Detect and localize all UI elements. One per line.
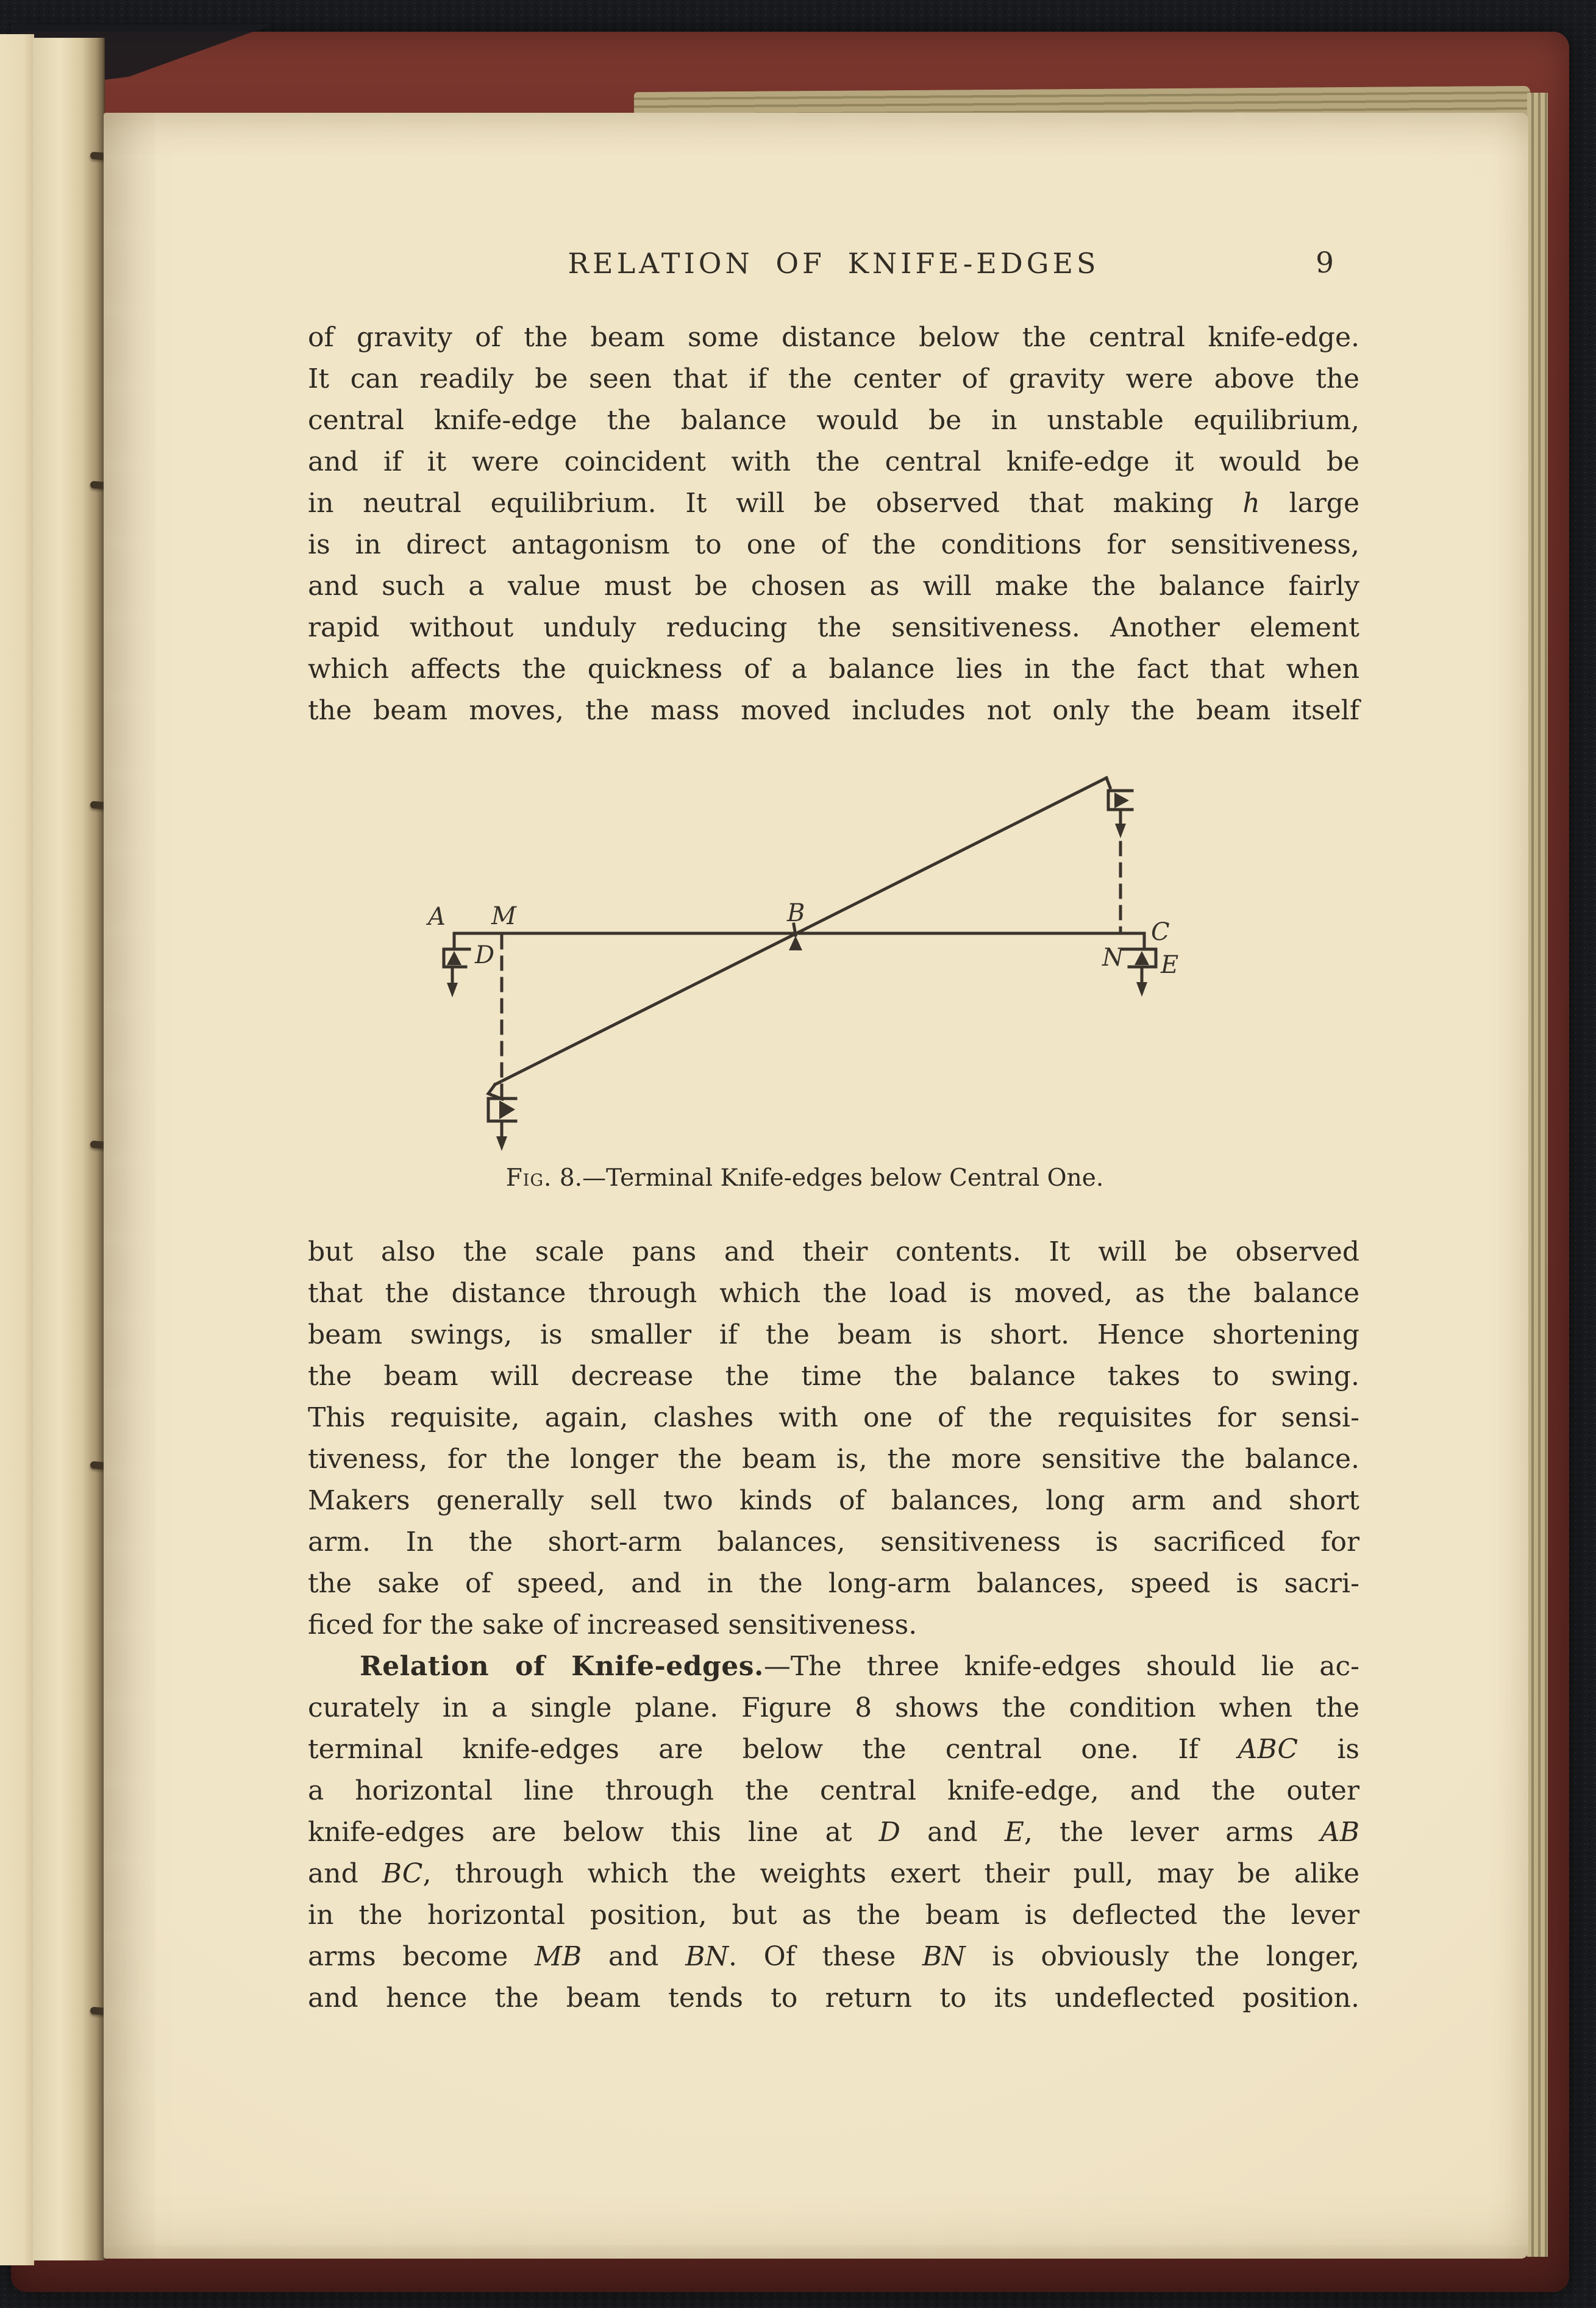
figure-caption-number: 8. bbox=[559, 1164, 583, 1192]
knife-edge-blade-upper bbox=[1114, 792, 1129, 808]
knife-edge-blade-d bbox=[447, 951, 461, 965]
figure-8 bbox=[408, 769, 1201, 1163]
deflected-beam-tip bbox=[1106, 778, 1110, 788]
text-line: ficed for the sake of increased sensitiveness. bbox=[308, 1609, 917, 1640]
figure-label-m: M bbox=[491, 902, 516, 930]
text-line: central knife-edge the balance would be in unstable equilibrium, bbox=[308, 405, 1359, 436]
text-line: rapid without unduly reducing the sensitiveness. Another element bbox=[308, 612, 1359, 643]
figure-caption-text: —Terminal Knife-edges below Central One. bbox=[582, 1164, 1104, 1192]
figure-label-a: A bbox=[428, 903, 446, 931]
page-edges-right bbox=[1527, 93, 1548, 2257]
binding-gutter bbox=[33, 38, 105, 2260]
text-line: a horizontal line through the central knife-edge, and the outer bbox=[308, 1775, 1359, 1806]
text-line: which affects the quickness of a balance lies in the fact that when bbox=[308, 654, 1359, 685]
text-line: that the distance through which the load is moved, as the balance bbox=[308, 1278, 1359, 1309]
page-number: 9 bbox=[1316, 246, 1334, 280]
text-line: and if it were coincident with the central knife-edge it would be bbox=[308, 446, 1359, 477]
figure-label-c: C bbox=[1151, 918, 1170, 946]
paragraph-3 bbox=[308, 1646, 1359, 2019]
text-line: knife-edges are below this line at D and E, the lever arms AB bbox=[308, 1817, 1359, 1848]
text-line: Relation of Knife-edges.—The three knife-edges should lie ac- bbox=[360, 1651, 1359, 1682]
text-line: is in direct antagonism to one of the conditions for sensitiveness, bbox=[308, 529, 1359, 560]
text-line: in neutral equilibrium. It will be observed that making h large bbox=[308, 488, 1360, 519]
text-line: and such a value must be chosen as will make the balance fairly bbox=[308, 571, 1359, 602]
weight-arrowhead-e bbox=[1136, 982, 1147, 997]
figure-label-e: E bbox=[1161, 951, 1179, 979]
text-line: tiveness, for the longer the beam is, the more sensitive the balance. bbox=[308, 1444, 1359, 1475]
figure-label-b: B bbox=[787, 899, 805, 927]
text-line: and BC, through which the weights exert their pull, may be alike bbox=[308, 1858, 1359, 1889]
text-line: but also the scale pans and their contents. It will be observed bbox=[308, 1236, 1359, 1267]
text-line: of gravity of the beam some distance below the central knife-edge. bbox=[308, 322, 1359, 353]
book-page bbox=[104, 113, 1528, 2259]
text-line: and hence the beam tends to return to its undeflected position. bbox=[308, 1982, 1359, 2014]
weight-arrowhead-upper bbox=[1115, 824, 1126, 838]
figure-8-diagram bbox=[408, 769, 1201, 1163]
figure-label-n: N bbox=[1102, 944, 1124, 972]
central-fulcrum-b bbox=[789, 936, 802, 950]
figure-caption bbox=[408, 1163, 1201, 1194]
text-line: arms become MB and BN. Of these BN is obviously the longer, bbox=[308, 1941, 1359, 1972]
text-line: in the horizontal position, but as the beam is deflected the lever bbox=[308, 1900, 1359, 1931]
figure-caption-prefix: Fig. bbox=[505, 1164, 552, 1192]
text-line: terminal knife-edges are below the central one. If ABC is bbox=[308, 1734, 1360, 1765]
text-line: the beam moves, the mass moved includes not only the beam itself bbox=[308, 695, 1359, 726]
text-line: This requisite, again, clashes with one of the requisites for sensi- bbox=[308, 1402, 1359, 1433]
running-header-title: RELATION OF KNIFE-EDGES bbox=[568, 247, 1100, 280]
knife-edge-blade-lower bbox=[499, 1100, 515, 1119]
text-line: It can readily be seen that if the center of gravity were above the bbox=[308, 363, 1359, 394]
weight-arrowhead-d bbox=[447, 983, 458, 997]
knife-edge-blade-e bbox=[1135, 951, 1149, 965]
facing-page-sliver bbox=[0, 34, 34, 2265]
figure-label-d: D bbox=[475, 941, 495, 969]
text-line: beam swings, is smaller if the beam is short. Hence shortening bbox=[308, 1319, 1359, 1350]
text-line: the beam will decrease the time the balance takes to swing. bbox=[308, 1361, 1359, 1392]
page-header bbox=[308, 244, 1359, 287]
text-line: arm. In the short-arm balances, sensitiveness is sacrificed for bbox=[308, 1526, 1359, 1558]
text-line: the sake of speed, and in the long-arm balances, speed is sacri- bbox=[308, 1568, 1359, 1599]
text-line: curately in a single plane. Figure 8 shows the condition when the bbox=[308, 1692, 1359, 1723]
paragraph-1 bbox=[308, 317, 1359, 732]
paragraph-2 bbox=[308, 1231, 1359, 1646]
text-line: Makers generally sell two kinds of balances, long arm and short bbox=[308, 1485, 1359, 1516]
deflected-beam-line bbox=[495, 778, 1106, 1085]
weight-arrowhead-lower bbox=[496, 1136, 507, 1151]
